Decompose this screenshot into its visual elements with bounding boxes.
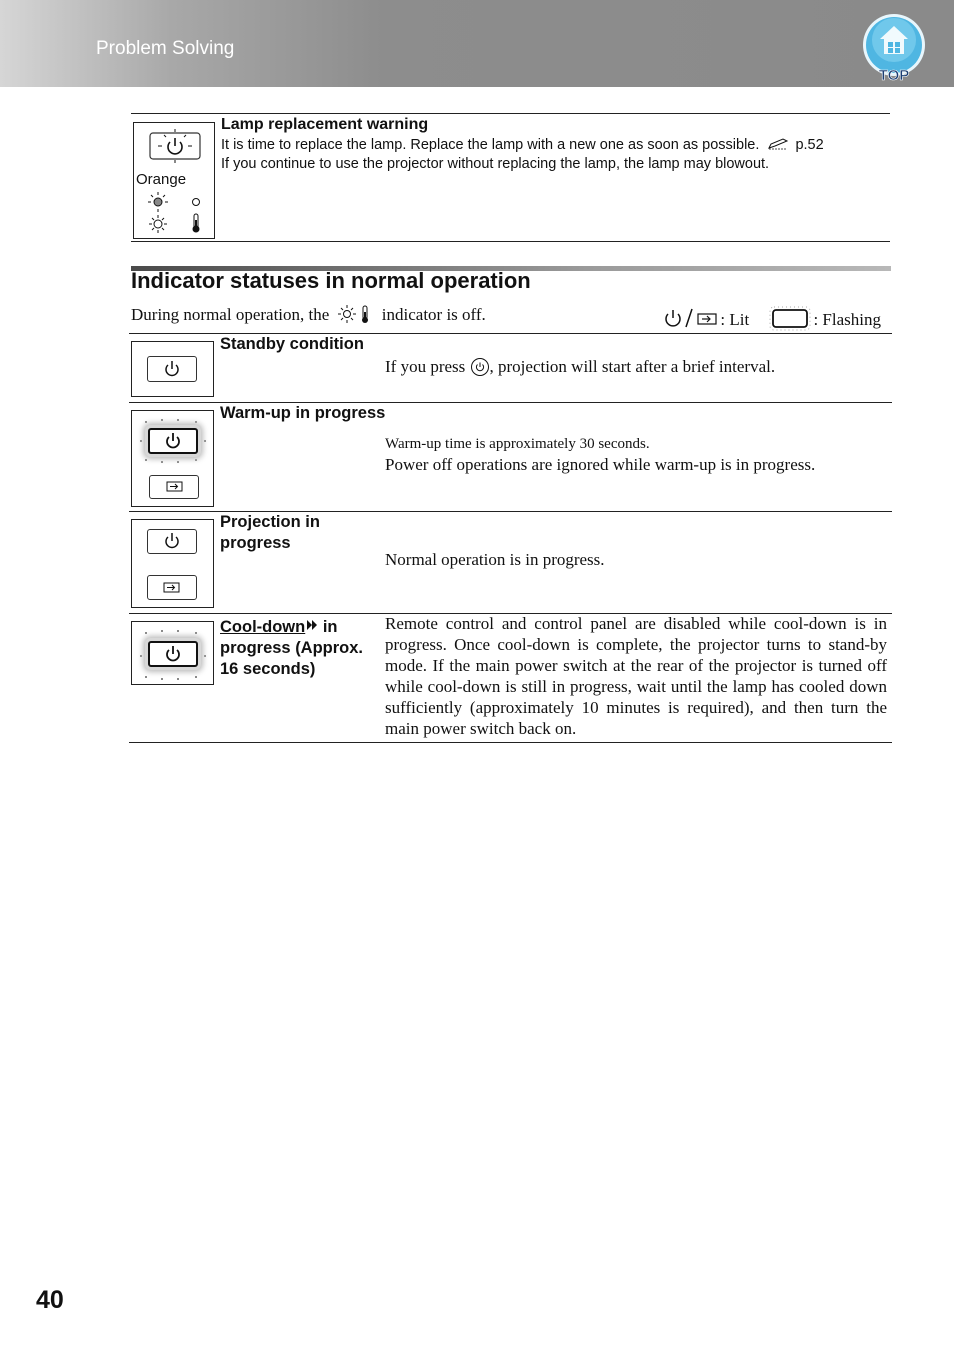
source-indicator-lit	[149, 475, 199, 499]
lamp-warning-block	[131, 113, 890, 242]
intro-line	[131, 304, 891, 328]
cooldown-label-rest: in progress (Approx. 16 seconds)	[220, 618, 364, 678]
power-indicator-lit	[147, 529, 197, 554]
power-source-lit-icon	[664, 307, 720, 329]
intro-before: During normal operation, the	[131, 305, 330, 324]
warmup-desc-main: Power off operations are ignored while warm-up is in progress.	[385, 455, 816, 474]
lamp-warning-line2: If you continue to use the projector without replacing the lamp, the lamp may blowout.	[221, 156, 770, 172]
section-title-header: Problem Solving	[96, 38, 235, 59]
standby-indicator-box	[131, 341, 214, 397]
cooldown-label	[220, 617, 370, 680]
section-heading: Indicator statuses in normal operation	[131, 268, 531, 293]
glossary-arrow-icon	[306, 619, 318, 631]
source-icon	[150, 476, 198, 498]
legend-flashing-label: : Flashing	[813, 310, 881, 329]
top-home-icon[interactable]	[858, 12, 930, 84]
legend-lit-label: : Lit	[720, 310, 750, 329]
power-icon	[148, 530, 196, 553]
lamp-temp-indicators-icon	[144, 191, 204, 235]
lamp-warning-ref-link[interactable]: p.52	[795, 137, 824, 153]
cooldown-glossary-link[interactable]: Cool-down	[220, 618, 306, 636]
power-indicator-lit	[147, 356, 197, 382]
warmup-indicator-box	[131, 410, 214, 507]
standby-desc-before: If you press	[385, 357, 466, 376]
standby-desc	[385, 356, 887, 377]
legend	[664, 304, 881, 332]
lamp-indicator-box	[133, 122, 215, 239]
top-label: TOP	[878, 67, 910, 84]
orange-label: Orange	[136, 171, 187, 188]
source-indicator-lit	[147, 575, 197, 600]
warmup-desc	[385, 434, 887, 475]
row-divider	[129, 742, 892, 743]
source-icon	[148, 576, 196, 599]
intro-text	[131, 304, 486, 325]
cooldown-indicator-box	[131, 621, 214, 685]
page-number: 40	[36, 1286, 64, 1314]
power-button-icon	[470, 357, 490, 377]
power-button-flash-icon	[148, 129, 202, 163]
projection-desc: Normal operation is in progress.	[385, 550, 605, 569]
projection-row	[129, 512, 892, 613]
cooldown-row	[129, 614, 892, 742]
warmup-label: Warm-up in progress	[220, 404, 386, 422]
power-indicator-flashing	[148, 641, 198, 667]
power-icon	[150, 643, 196, 665]
page-header	[0, 0, 954, 87]
standby-row	[129, 334, 892, 402]
lamp-warning-line1: It is time to replace the lamp. Replace the lamp with a new one as soon as possible.	[221, 137, 760, 153]
power-indicator-flashing	[148, 428, 198, 454]
power-icon	[150, 430, 196, 452]
warmup-row	[129, 403, 892, 511]
lamp-warning-text	[221, 136, 886, 174]
standby-desc-after: , projection will start after a brief interval.	[489, 357, 776, 376]
projection-indicator-box	[131, 519, 214, 608]
power-icon	[148, 357, 196, 381]
projection-label: Projection in progress	[220, 513, 320, 552]
warmup-time-note: Warm-up time is approximately 30 seconds.	[385, 436, 650, 452]
reference-pen-icon	[767, 138, 789, 150]
lamp-temp-indicator-icon	[337, 304, 375, 324]
standby-label: Standby condition	[220, 335, 364, 353]
intro-after: indicator is off.	[381, 305, 486, 324]
cooldown-desc: Remote control and control panel are disabled while cool-down is in progress. Once cool-down is complete, the projector turns to stand-by mode. If the main power switch at the rear of the projector is turned off while cool-down is still in progress, wait until the lamp has cooled down sufficiently (approximately 10 minutes is required), and then turn the main power switch back on.	[385, 614, 887, 738]
lamp-warning-title: Lamp replacement warning	[221, 116, 429, 133]
flashing-legend-icon	[767, 304, 813, 332]
